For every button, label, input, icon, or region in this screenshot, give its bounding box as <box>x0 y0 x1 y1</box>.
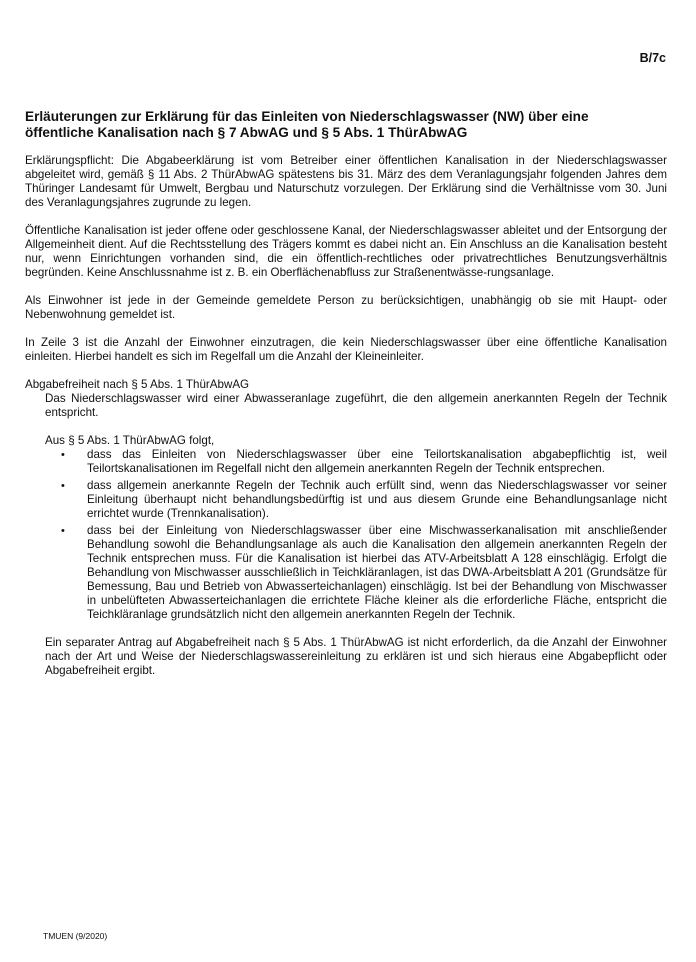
paragraph-inhabitants: Als Einwohner ist jede in der Gemeinde gemeldete Person zu berücksichtigen, unabhängig ob sie mit Haupt- oder Nebenwohnung gemeldet ist. <box>25 294 667 321</box>
exemption-heading: Abgabefreiheit nach § 5 Abs. 1 ThürAbwAG <box>25 378 250 391</box>
list-item <box>61 448 667 476</box>
exemption-closing: Ein separater Antrag auf Abgabefreiheit nach § 5 Abs. 1 ThürAbwAG ist nicht erforderlich, da die Anzahl der Einwohner nach der Art und Weise der Niederschlagswassereinleitung zu erklären ist und sich hieraus eine Abgabepflicht oder Abgabefreiheit ergibt. <box>45 636 667 677</box>
paragraph-public-sewer: Öffentliche Kanalisation ist jeder offene oder geschlossene Kanal, der Niederschlagswasser ableitet und der Entsorgung der Allgemeinheit dient. Auf die Rechtsstellung des Trägers kommt es dabei nicht an. Ein Anschluss an die Kanalisation besteht nur, wenn Einrichtungen vorhanden sind, die ein öffentlich-rechtliches oder privatrechtliches Benutzungsverhältnis begründen. Keine Anschlussnahme ist z. B. ein Oberflächenabfluss zur Straßenentwässe-rungsanlage. <box>25 224 667 279</box>
document-body <box>25 154 667 692</box>
exemption-section <box>25 378 667 678</box>
paragraph-line-3: In Zeile 3 ist die Anzahl der Einwohner einzutragen, die kein Niederschlagswasser über eine öffentliche Kanalisation einleiten. Hierbei handelt es sich im Regelfall um die Anzahl der Kleineinleiter. <box>25 336 667 363</box>
bullet-icon: • <box>61 480 65 492</box>
list-item-text: dass allgemein anerkannte Regeln der Technik auch erfüllt sind, wenn das Niederschlagswasser vor seiner Einleitung überhaupt nicht behandlungsbedürftig ist und aus diesem Grunde eine Behandlungsanlage nicht errichtet wurde (Trennkanalisation). <box>87 479 667 520</box>
list-item <box>61 524 667 622</box>
bullet-icon: • <box>61 449 65 461</box>
footer-revision: TMUEN (9/2020) <box>43 931 108 941</box>
list-item-text: dass bei der Einleitung von Niederschlagswasser über eine Mischwasserkanalisation mit anschließender Behandlung sowohl die Behandlungsanlage als auch die Kanalisation den allgemein anerkannten Regeln der Technik entsprechen muss. Für die Kanalisation ist hierbei das ATV-Arbeitsblatt A 128 einschlägig. Erfolgt die Behandlung von Mischwasser ausschließlich in Teichkläranlagen, ist das DWA-Arbeitsblatt A 201 (Grundsätze für Bemessung, Bau und Betrieb von Abwasserteichanlagen) einschlägig. Ist bei der Behandlung von Mischwasser in unbelüfteten Abwasserteichanlagen die errichtete Fläche kleiner als die erforderliche Fläche, entspricht die Teichkläranlage grundsätzlich nicht den allgemein anerkannten Regeln der Technik. <box>87 524 667 621</box>
document-title: Erläuterungen zur Erklärung für das Einleiten von Niederschlagswasser (NW) über eine öffentliche Kanalisation nach § 7 AbwAG und § 5 Abs. 1 ThürAbwAG <box>25 109 589 140</box>
page-identifier: B/7c <box>639 51 666 65</box>
exemption-intro: Das Niederschlagswasser wird einer Abwasseranlage zugeführt, die den allgemein anerkannten Regeln der Technik entspricht. <box>45 392 667 419</box>
exemption-follows: Aus § 5 Abs. 1 ThürAbwAG folgt, <box>45 434 215 447</box>
list-item <box>61 479 667 521</box>
list-item-text: dass das Einleiten von Niederschlagswasser über eine Teilortskanalisation abgabepflichtig ist, weil Teilortskanalisationen im Regelfall nicht den allgemein anerkannten Regeln der Technik entsprechen. <box>87 448 667 475</box>
paragraph-declaration-duty: Erklärungspflicht: Die Abgabeerklärung ist vom Betreiber einer öffentlichen Kanalisation in der Niederschlagswasser abgeleitet wird, gemäß § 11 Abs. 2 ThürAbwAG spätestens bis 31. März des dem Veranlagungsjahr folgenden Jahres dem Thüringer Landesamt für Umwelt, Bergbau und Naturschutz vorzulegen. Der Erklärung sind die Verhältnisse vom 30. Juni des Veranlagungsjahres zugrunde zu legen. <box>25 154 667 209</box>
exemption-bullet-list <box>25 448 667 622</box>
bullet-icon: • <box>61 525 65 537</box>
